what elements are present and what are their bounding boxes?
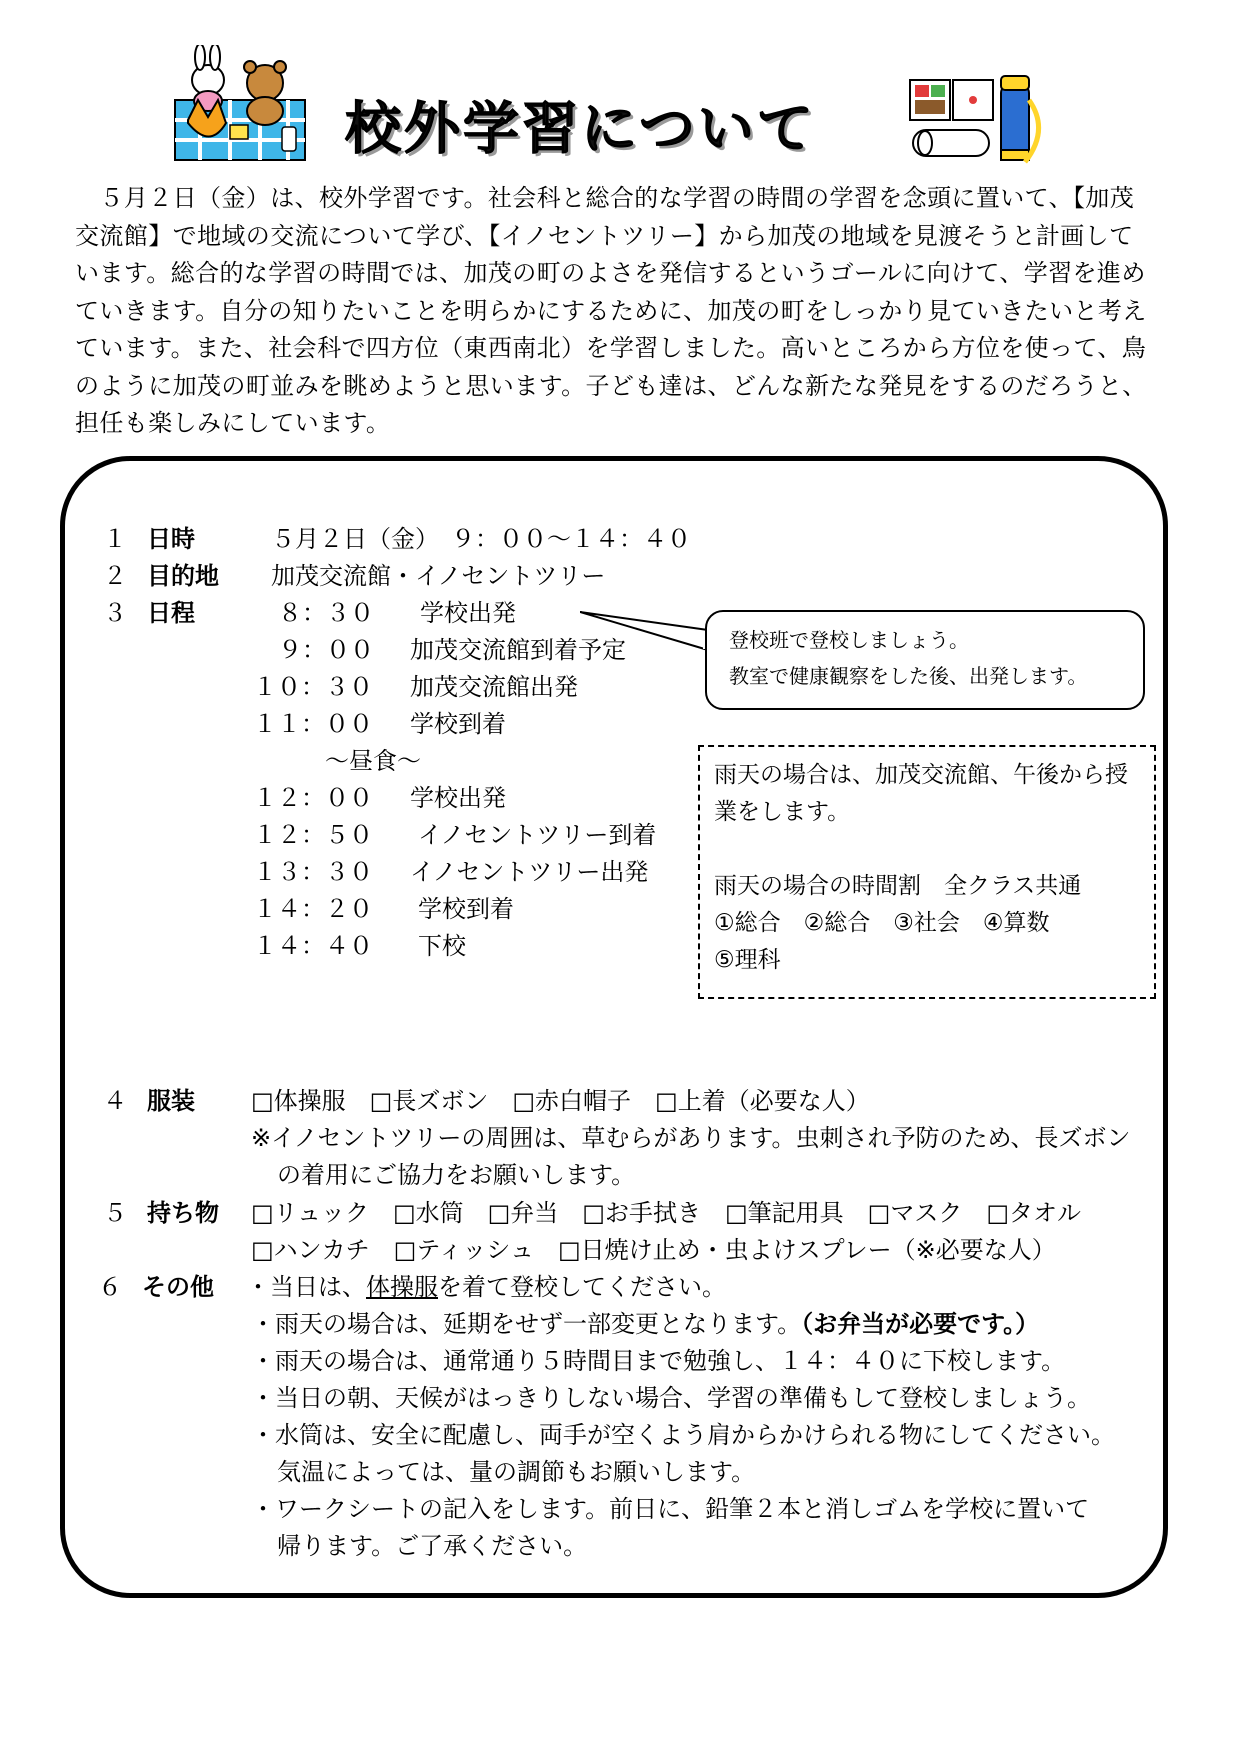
rain-info-box (698, 745, 1156, 999)
other-bold-text: （お弁当が必要です。） (801, 1310, 1040, 1338)
schedule-event: 学校出発 (410, 784, 506, 812)
item-value: 加茂交流館・イノセントツリー (271, 562, 606, 590)
item-label: 持ち物 (147, 1199, 219, 1227)
belongings-list: □ハンカチ □ティッシュ □日焼け止め・虫よけスプレー（※必要な人） (251, 1236, 1056, 1264)
schedule-time: １１：００ (253, 710, 373, 738)
schedule-event: 加茂交流館出発 (410, 673, 578, 701)
other-bullet-cont: 帰ります。ご了承ください。 (277, 1532, 588, 1560)
item-number: ２ (103, 562, 127, 590)
rain-line: 雨天の場合の時間割 全クラス共通 (714, 873, 1082, 899)
item-value: ５月２日（金） ９：００～１４：４０ (271, 525, 691, 553)
clothing-note: の着用にご協力をお願いします。 (277, 1161, 636, 1189)
item-belongings (103, 1193, 1081, 1228)
other-bullet: ・水筒は、安全に配慮し、両手が空くよう肩からかけられる物にしてください。 (251, 1421, 1115, 1449)
intro-line: います。総合的な学習の時間では、加茂の町のよさを発信するというゴールに向けて、学習を進め (75, 259, 1146, 287)
item-label: その他 (142, 1273, 214, 1301)
rain-line: 雨天の場合は、加茂交流館、午後から授 (714, 762, 1128, 788)
intro-paragraph (75, 180, 1165, 443)
item-schedule (103, 593, 195, 628)
clothing-checklist: □体操服 □長ズボン □赤白帽子 □上着（必要な人） (251, 1087, 870, 1115)
schedule-time: １３：３０ (253, 858, 373, 886)
bento-flask-illustration (905, 70, 1050, 170)
picnic-animals-illustration (170, 45, 310, 165)
intro-line: ていきます。自分の知りたいことを明らかにするために、加茂の町をしっかり見ていきたいと考え (75, 296, 1147, 325)
item-number: ４ (103, 1087, 127, 1115)
other-underlined-text: 体操服 (366, 1273, 438, 1301)
item-label: 目的地 (147, 562, 219, 590)
other-bullet: ・当日の朝、天候がはっきりしない場合、学習の準備もして登校しましょう。 (251, 1384, 1091, 1412)
other-bullet: ・雨天の場合は、通常通り５時間目まで勉強し、１４：４０に下校します。 (251, 1347, 1066, 1375)
callout-line: 教室で健康観察をした後、出発します。 (729, 664, 1088, 688)
schedule-event: 加茂交流館到着予定 (410, 636, 626, 664)
belongings-list: □リュック □水筒 □弁当 □お手拭き □筆記用具 □マスク □タオル (251, 1199, 1082, 1227)
schedule-event: 学校到着 (410, 710, 506, 738)
callout-line: 登校班で登校しましょう。 (729, 628, 969, 652)
item-label: 服装 (147, 1087, 195, 1115)
intro-line: のように加茂の町並みを眺めようと思います。子ども達は、どんな新たな発見をするのだろうと、 (75, 371, 1147, 400)
intro-line: ています。また、社会科で四方位（東西南北）を学習しました。高いところから方位を使って、鳥 (75, 334, 1147, 362)
other-text: ・当日は、 (246, 1273, 366, 1301)
rain-line: ⑤理科 (714, 947, 781, 973)
page-title: 校外学習について (345, 97, 816, 162)
item-number: ５ (103, 1199, 127, 1227)
rain-line: ①総合 ②総合 ③社会 ④算数 (714, 910, 1050, 936)
item-datetime (103, 519, 691, 554)
schedule-time: ９：００ (278, 636, 374, 664)
other-bullet: ・ワークシートの記入をします。前日に、鉛筆２本と消しゴムを学校に置いて (251, 1495, 1090, 1523)
item-number: ６ (98, 1273, 122, 1301)
schedule-time: １０：３０ (253, 673, 373, 701)
schedule-time: １２：００ (253, 784, 373, 812)
other-bullet (251, 1304, 1039, 1339)
other-text: を着て登校してください。 (438, 1273, 726, 1301)
other-bullet (246, 1273, 726, 1301)
schedule-event: イノセントツリー到着 (418, 821, 657, 849)
schedule-event: ～昼食～ (325, 747, 421, 775)
intro-line: ５月２日（金）は、校外学習です。社会科と総合的な学習の時間の学習を念頭に置いて、【加茂 (75, 184, 1135, 212)
intro-line: 交流館】で地域の交流について学び、【イノセントツリー】から加茂の地域を見渡そうと計画して (75, 221, 1134, 250)
item-destination (103, 556, 605, 591)
callout-pointer (580, 608, 720, 668)
item-label: 日時 (147, 525, 195, 553)
other-text: ・雨天の場合は、延期をせず一部変更となります。 (251, 1310, 802, 1338)
rain-line: 業をします。 (714, 799, 851, 825)
schedule-event: 学校出発 (420, 599, 516, 627)
intro-line: 担任も楽しみにしています。 (75, 409, 391, 437)
schedule-time: １４：２０ (253, 895, 373, 923)
item-number: ３ (103, 599, 127, 627)
item-label: 日程 (147, 599, 195, 627)
schedule-event: 下校 (418, 932, 466, 960)
schedule-time: １２：５０ (253, 821, 373, 849)
item-number: １ (103, 525, 127, 553)
schedule-time: １４：４０ (253, 932, 373, 960)
schedule-event: 学校到着 (418, 895, 514, 923)
item-other (98, 1267, 726, 1302)
item-clothing (103, 1081, 870, 1116)
clothing-note: ※イノセントツリーの周囲は、草むらがあります。虫刺され予防のため、長ズボン (251, 1124, 1131, 1152)
callout-box (705, 610, 1145, 710)
other-bullet-cont: 気温によっては、量の調節もお願いします。 (277, 1458, 756, 1486)
schedule-time: ８：３０ (278, 599, 374, 627)
schedule-event: イノセントツリー出発 (410, 858, 649, 886)
